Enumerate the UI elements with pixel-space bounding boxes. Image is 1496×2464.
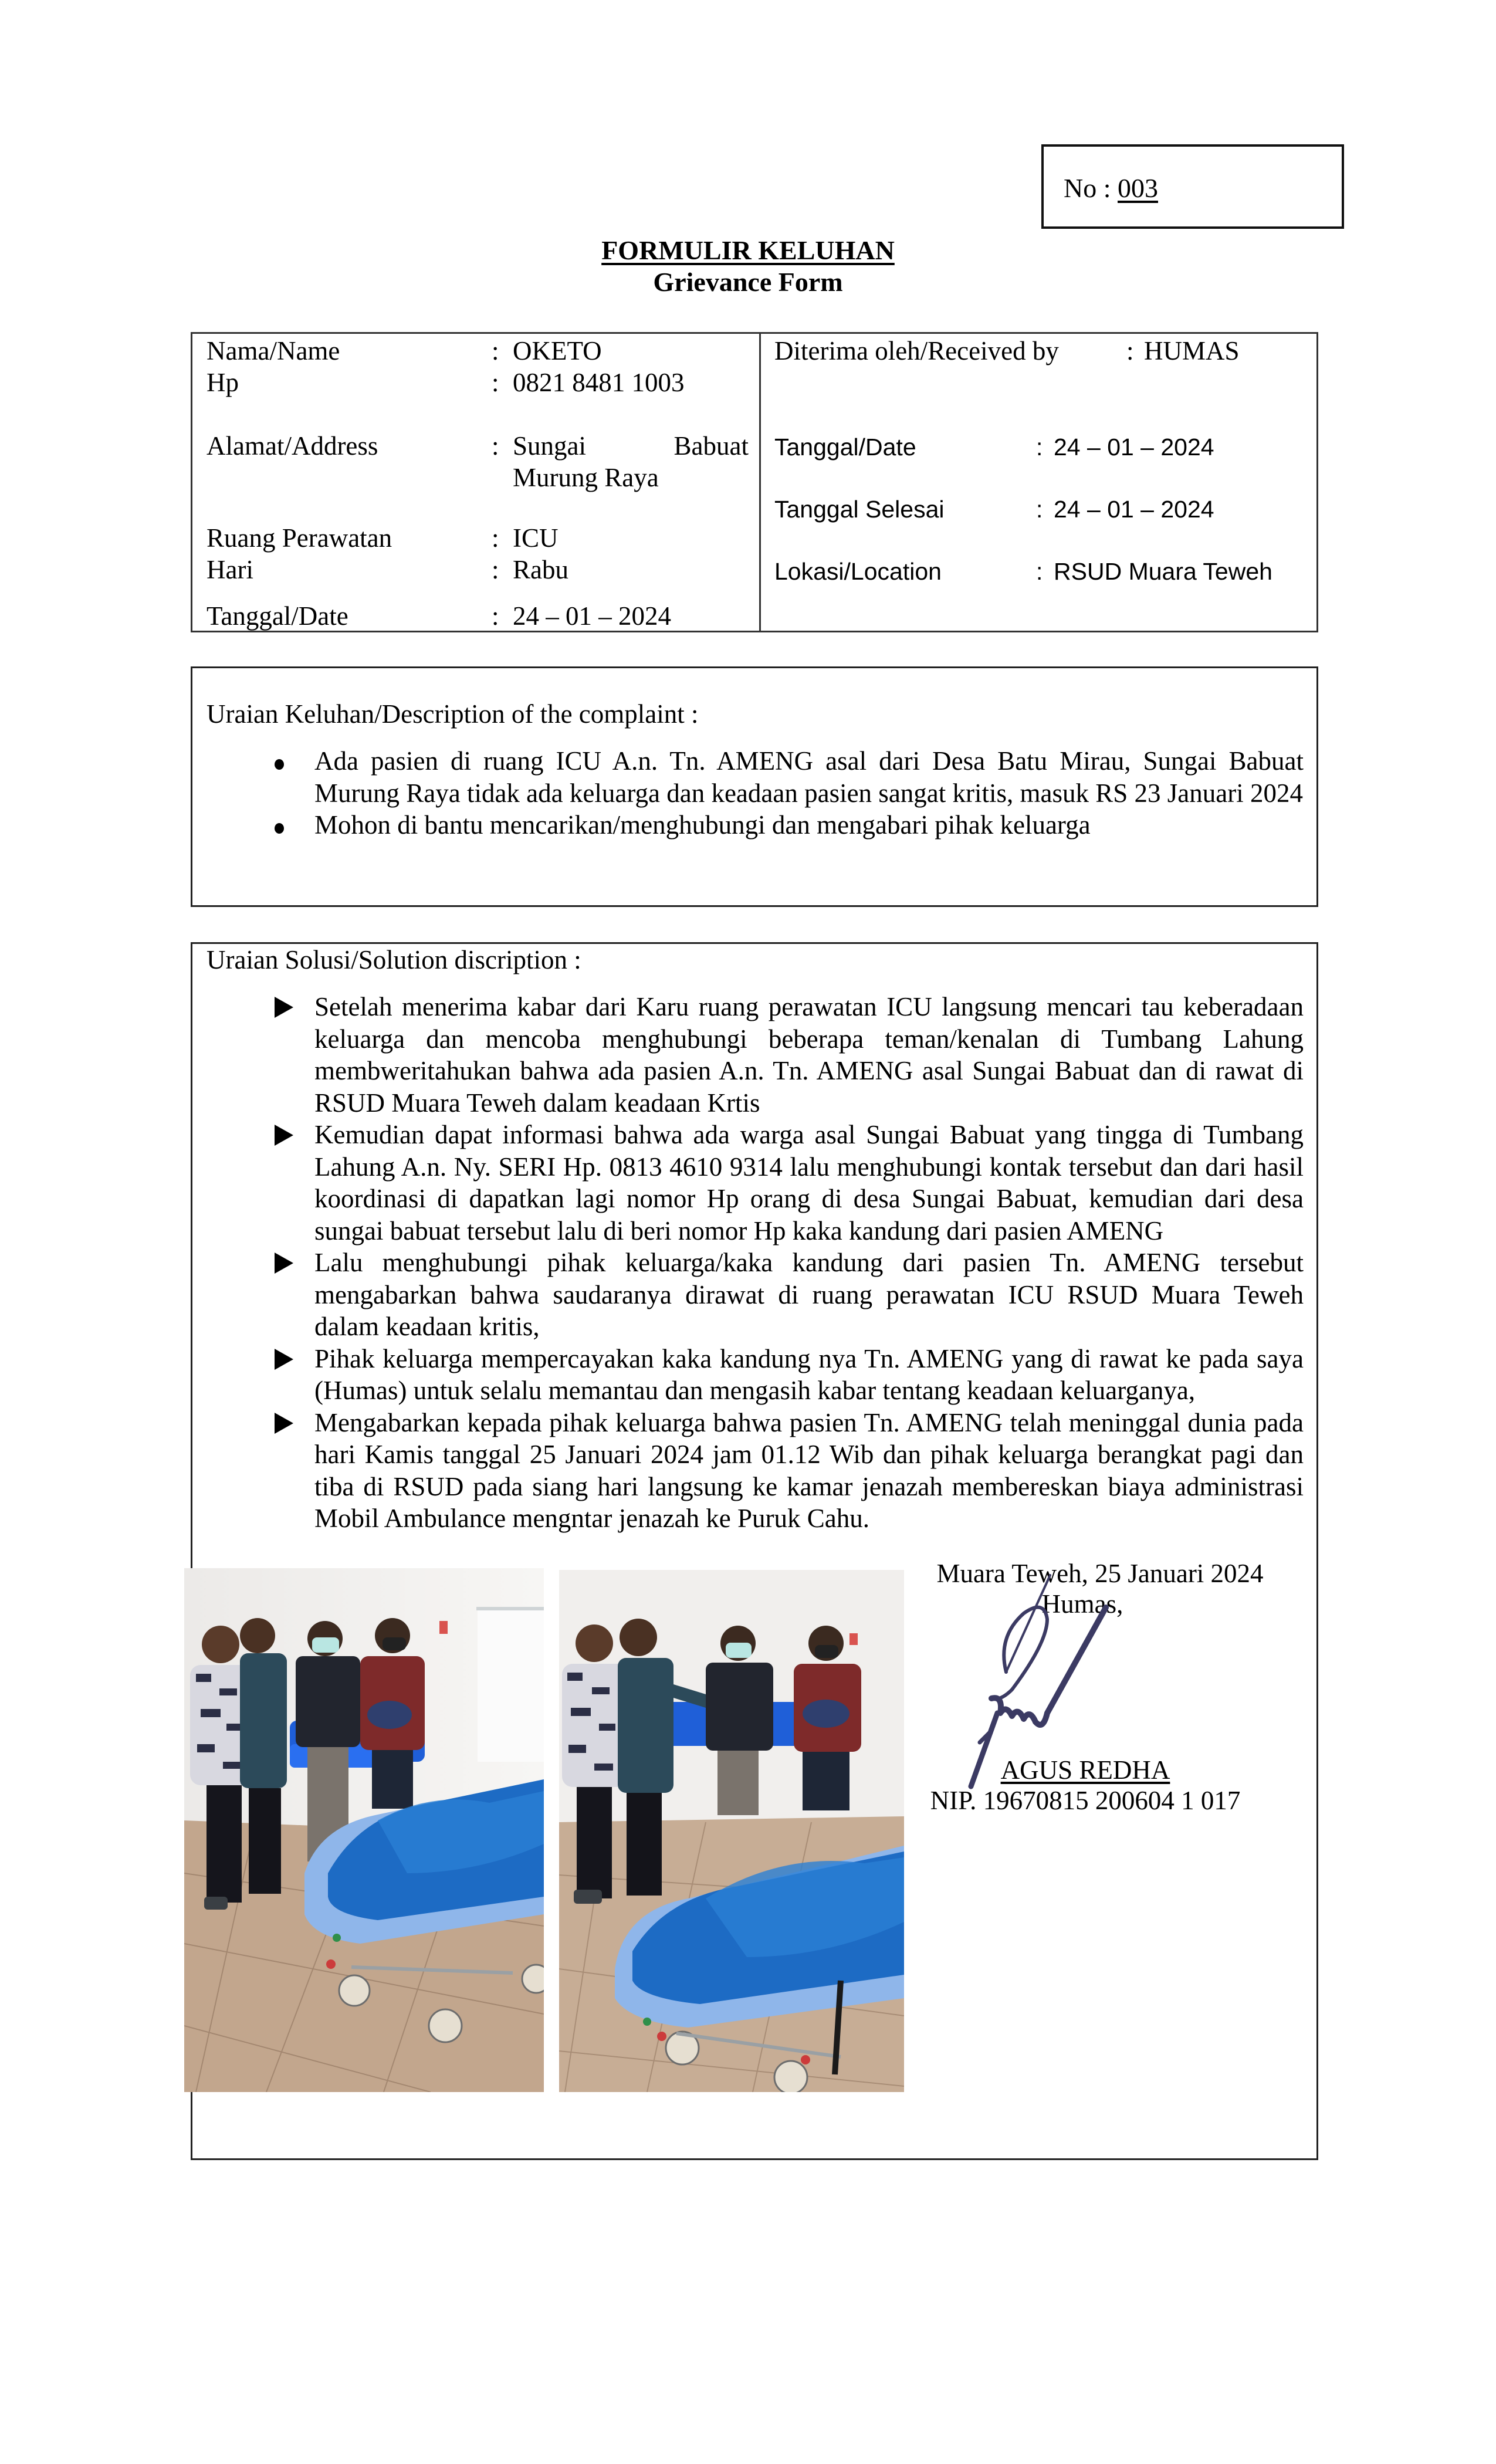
solution-item-text: Pihak keluarga mempercayakan kaka kandung nya Tn. AMENG yang di rawat ke pada saya (Humas) untuk selalu memantau dan mengasih kabar tentang keadaan keluarganya, (314, 1343, 1304, 1405)
signatory-name-text: AGUS REDHA (1000, 1755, 1170, 1785)
document-number-value: 003 (1118, 173, 1158, 203)
evidence-photo-2 (559, 1570, 904, 2092)
solution-item-text: Lalu menghubungi pihak keluarga/kaka kandung dari pasien Tn. AMENG tersebut mengabarkan bahwa saudaranya dirawat di ruang perawatan ICU RSUD Muara Teweh dalam keadaan kritis, (314, 1248, 1304, 1341)
form-title: FORMULIR KELUHAN (601, 235, 895, 265)
arrow-bullet-icon (275, 991, 292, 1025)
field-value: 24 – 01 – 2024 (1054, 434, 1214, 461)
evidence-photo-1 (184, 1568, 544, 2092)
field-label: Nama/Name (207, 336, 340, 365)
field-separator: : (492, 368, 499, 397)
field-label: Tanggal Selesai (774, 496, 945, 523)
form-subtitle: Grievance Form (653, 267, 843, 297)
field-value: 24 – 01 – 2024 (513, 601, 671, 631)
document-number-box (1041, 144, 1344, 229)
document-number (1064, 174, 1158, 203)
solution-heading: Uraian Solusi/Solution discription : (207, 945, 581, 974)
field-value: 0821 8481 1003 (513, 368, 685, 397)
photo-illustration (559, 1570, 904, 2092)
solution-item (314, 1343, 1304, 1407)
field-value: ICU (513, 523, 559, 553)
address-word: Sungai (513, 431, 587, 461)
field-label: Tanggal/Date (207, 601, 348, 631)
arrow-bullet-icon (275, 1119, 292, 1153)
signature-block (903, 1555, 1297, 1813)
field-separator: : (492, 336, 499, 365)
field-value: RSUD Muara Teweh (1054, 558, 1272, 585)
complaint-list (314, 745, 1304, 841)
complaint-heading: Uraian Keluhan/Description of the complaint : (207, 699, 699, 729)
field-separator: : (1126, 336, 1134, 365)
complaint-item (314, 745, 1304, 809)
complaint-item (314, 809, 1304, 841)
field-label: Ruang Perawatan (207, 523, 392, 553)
complaint-section (191, 666, 1318, 907)
info-table (191, 332, 1318, 632)
document-number-label: No : (1064, 173, 1111, 203)
solution-item (314, 1247, 1304, 1343)
field-value: 24 – 01 – 2024 (1054, 496, 1214, 523)
photo-illustration (184, 1568, 544, 2092)
field-separator: : (492, 601, 499, 631)
signatory-nip: NIP. 19670815 200604 1 017 (930, 1786, 1241, 1815)
signature-role: Humas, (1041, 1589, 1123, 1619)
bullet-dot-icon (275, 809, 292, 841)
solution-item (314, 1119, 1304, 1247)
solution-item-text: Mengabarkan kepada pihak keluarga bahwa pasien Tn. AMENG telah meninggal dunia pada hari Kamis tanggal 25 Januari 2024 jam 01.12 Wib dan pihak keluarga berangkat pagi dan tiba di RSUD pada siang hari langsung ke kamar jenazah membereskan biaya administrasi Mobil Ambulance mengntar jenazah ke Puruk Cahu. (314, 1407, 1304, 1533)
field-label: Lokasi/Location (774, 558, 942, 585)
field-label: Tanggal/Date (774, 434, 916, 461)
solution-item-text: Kemudian dapat informasi bahwa ada warga asal Sungai Babuat yang tingga di Tumbang Lahung A.n. Ny. SERI Hp. 0813 4610 9314 lalu menghubungi kontak tersebut dan dari hasil koordinasi di dapatkan lagi nomor Hp orang di desa Sungai Babuat, kemudian dari desa sungai babuat tersebut lalu di beri nomor Hp kaka kandung dari pasien AMENG (314, 1120, 1304, 1245)
solution-item-text: Setelah menerima kabar dari Karu ruang perawatan ICU langsung mencari tau keberadaan keluarga dan mencoba menghubungi beberapa teman/kenalan di Tumbang Lahung membweritahukan bahwa ada pasien A.n. Tn. AMENG asal Sungai Babuat dan di rawat di RSUD Muara Teweh dalam keadaan Krtis (314, 992, 1304, 1118)
field-value: Rabu (513, 555, 568, 584)
field-separator: : (1036, 496, 1043, 523)
field-label: Alamat/Address (207, 431, 378, 461)
solution-list (314, 991, 1304, 1535)
solution-item (314, 1407, 1304, 1535)
field-separator: : (1036, 558, 1043, 585)
field-separator: : (492, 523, 499, 553)
bullet-dot-icon (275, 745, 292, 777)
signature-place-date: Muara Teweh, 25 Januari 2024 (936, 1559, 1264, 1588)
arrow-bullet-icon (275, 1343, 292, 1377)
complaint-item-text: Ada pasien di ruang ICU A.n. Tn. AMENG asal dari Desa Batu Mirau, Sungai Babuat Murung Raya tidak ada keluarga dan keadaan pasien sangat kritis, masuk RS 23 Januari 2024 (314, 746, 1304, 808)
field-label: Hari (207, 555, 253, 584)
field-label: Diterima oleh/Received by (774, 336, 1059, 365)
field-separator: : (492, 555, 499, 584)
form-title-block (0, 235, 1496, 298)
solution-item (314, 991, 1304, 1119)
field-separator: : (1036, 434, 1043, 461)
field-value: OKETO (513, 336, 602, 365)
field-value (513, 430, 749, 493)
signatory-name (889, 1754, 1282, 1786)
field-separator: : (492, 431, 499, 461)
field-value: HUMAS (1144, 336, 1240, 365)
complaint-item-text: Mohon di bantu mencarikan/menghubungi dan mengabari pihak keluarga (314, 810, 1091, 840)
address-word: Babuat (673, 431, 749, 461)
address-line: Murung Raya (513, 463, 659, 492)
arrow-bullet-icon (275, 1407, 292, 1441)
arrow-bullet-icon (275, 1247, 292, 1281)
field-label: Hp (207, 368, 239, 397)
